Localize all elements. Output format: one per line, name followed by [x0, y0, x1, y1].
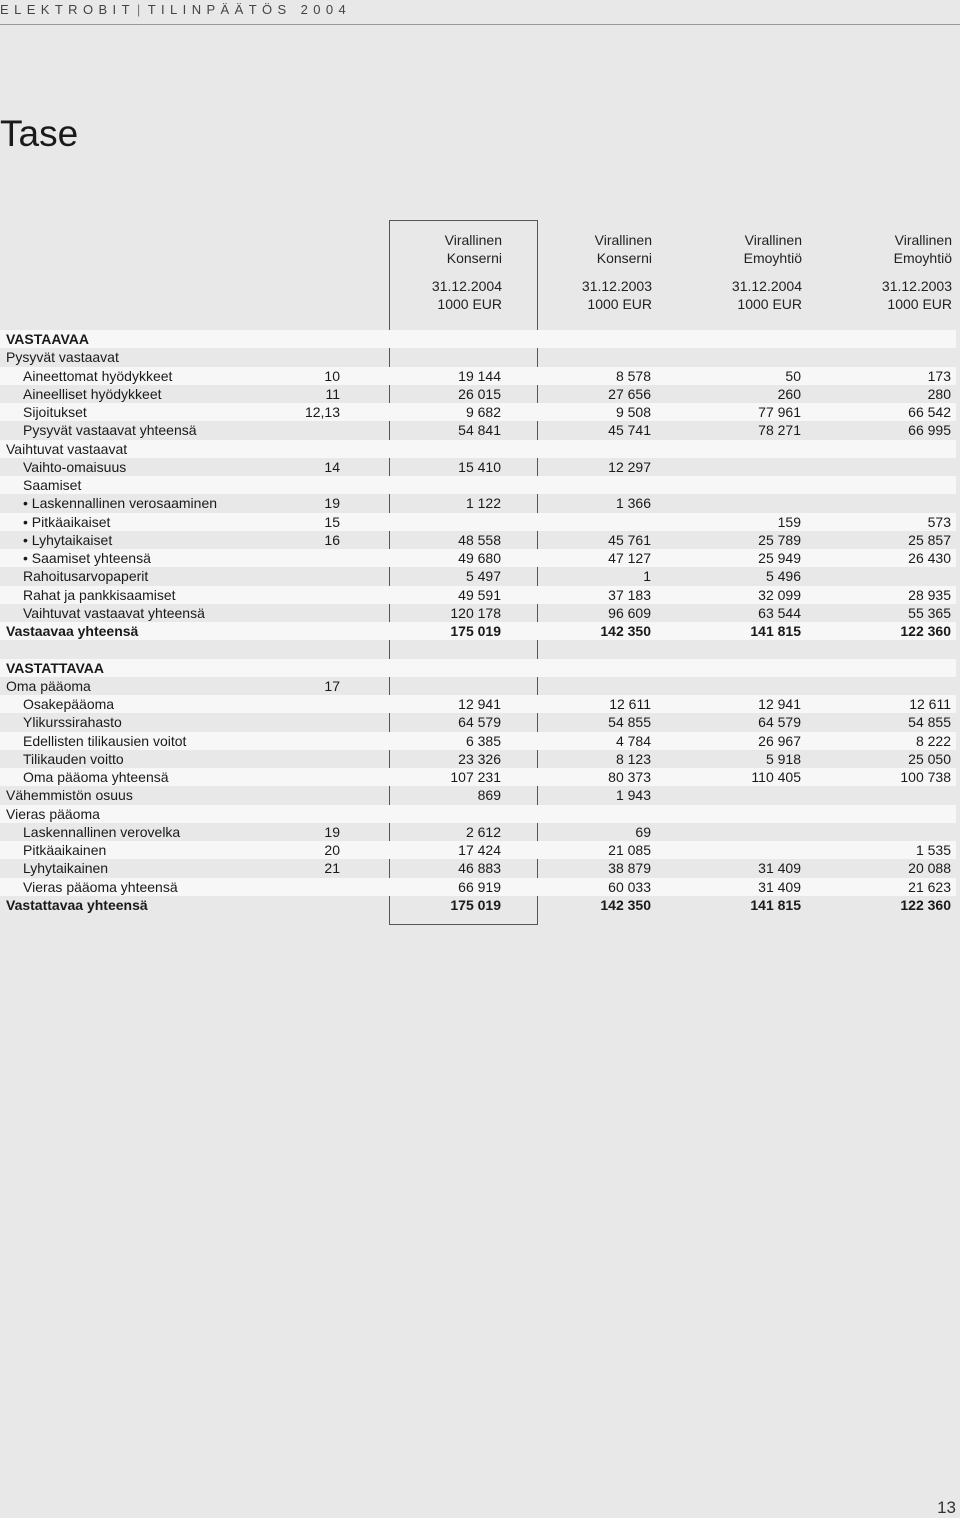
table-row [0, 841, 956, 859]
table-row [0, 750, 956, 768]
row-note: 17 [324, 677, 340, 694]
table-row [0, 421, 956, 439]
row-value-col1: 64 579 [458, 714, 501, 731]
row-label: Osakepääoma [23, 696, 115, 712]
table-row [0, 458, 956, 476]
row-note: 19 [324, 495, 340, 512]
col-date: 31.12.2004 [431, 278, 502, 294]
header-separator: | [136, 2, 146, 17]
running-header [0, 2, 351, 17]
table-row [0, 805, 956, 823]
row-note: 19 [324, 823, 340, 840]
row-label: Lyhytaikainen [23, 860, 109, 877]
row-value-col3: 110 405 [751, 769, 801, 785]
row-value-col2: 45 761 [608, 531, 651, 548]
table-row [0, 385, 956, 403]
row-value-col3: 50 [785, 367, 801, 384]
col-entity: Konserni [446, 250, 502, 266]
row-value-col2: 142 350 [600, 896, 651, 913]
table-row [0, 896, 956, 914]
table-row [0, 659, 956, 677]
row-label: VASTATTAVAA [6, 659, 104, 676]
row-label: • Lyhytaikaiset [23, 532, 112, 549]
row-value-col3: 260 [777, 385, 801, 402]
table-row [0, 549, 956, 567]
row-value-col4: 21 623 [908, 878, 951, 895]
row-value-col1: 26 015 [458, 385, 501, 402]
table-row [0, 348, 956, 366]
row-value-col4: 100 738 [900, 769, 951, 785]
col-date: 31.12.2003 [881, 278, 952, 294]
row-note: 10 [324, 367, 340, 384]
row-value-col2: 142 350 [600, 623, 651, 639]
row-note: 16 [324, 531, 340, 548]
row-value-col2: 8 123 [615, 750, 651, 767]
row-value-col4: 66 542 [908, 404, 951, 420]
row-value-col3: 159 [777, 513, 801, 530]
row-value-col2: 9 508 [615, 404, 651, 420]
row-label: Rahat ja pankkisaamiset [23, 586, 176, 603]
table-row [0, 531, 956, 549]
row-note: 14 [324, 458, 340, 475]
row-value-col3: 5 496 [765, 568, 801, 585]
row-value-col4: 66 995 [908, 422, 951, 439]
col-entity: Konserni [596, 250, 652, 266]
row-label: Aineelliset hyödykkeet [23, 385, 162, 402]
row-label: Pitkäaikainen [23, 842, 107, 858]
table-row [0, 878, 956, 896]
row-label: Saamiset [23, 477, 82, 493]
row-value-col3: 12 941 [758, 696, 801, 712]
row-value-col1: 46 883 [458, 860, 501, 877]
table-row [0, 440, 956, 458]
row-value-col3: 141 815 [750, 623, 801, 639]
table-row [0, 786, 956, 804]
row-label: Vaihto-omaisuus [23, 458, 127, 475]
row-label: Aineettomat hyödykkeet [23, 367, 173, 384]
row-value-col1: 15 410 [458, 458, 501, 475]
page-title: Tase [0, 113, 79, 154]
table-row [0, 622, 956, 640]
row-value-col1: 107 231 [450, 769, 501, 785]
row-note: 12,13 [304, 404, 340, 420]
row-label: Oma pääoma yhteensä [23, 769, 169, 785]
header-rule [0, 24, 960, 25]
row-value-col2: 80 373 [608, 769, 651, 785]
row-note: 21 [324, 860, 340, 877]
col-type: Virallinen [594, 232, 652, 248]
table-row [0, 367, 956, 385]
col-type: Virallinen [744, 232, 802, 248]
col-type: Virallinen [444, 232, 502, 248]
row-value-col1: 54 841 [458, 422, 501, 439]
row-value-col1: 17 424 [458, 842, 501, 858]
table-row [0, 403, 956, 421]
row-label: Sijoitukset [23, 404, 87, 420]
row-value-col2: 4 784 [615, 732, 651, 749]
row-value-col4: 573 [927, 513, 951, 530]
row-value-col3: 5 918 [765, 750, 801, 767]
page-number: 13 [937, 1498, 956, 1517]
table-row [0, 677, 956, 695]
col-unit: 1000 EUR [737, 296, 802, 312]
row-value-col2: 27 656 [608, 385, 651, 402]
table-row [0, 823, 956, 841]
row-label: Vaihtuvat vastaavat [6, 440, 128, 457]
row-label: Pysyvät vastaavat yhteensä [23, 422, 197, 439]
row-note: 15 [324, 513, 340, 530]
col-unit: 1000 EUR [887, 296, 952, 312]
row-value-col4: 25 857 [908, 531, 951, 548]
table-row [0, 695, 956, 713]
col-unit: 1000 EUR [587, 296, 652, 312]
row-label: Pysyvät vastaavat [6, 349, 119, 366]
row-value-col4: 20 088 [908, 860, 951, 877]
row-value-col1: 5 497 [465, 568, 501, 585]
col-unit: 1000 EUR [437, 296, 502, 312]
row-value-col4: 8 222 [915, 732, 951, 749]
row-value-col1: 49 591 [458, 586, 501, 603]
row-value-col3: 25 789 [758, 531, 801, 548]
row-note: 11 [325, 385, 340, 402]
row-value-col4: 25 050 [908, 750, 951, 767]
col-entity: Emoyhtiö [893, 250, 952, 266]
row-label: • Pitkäaikaiset [23, 514, 110, 531]
col-date: 31.12.2004 [731, 278, 802, 294]
col-type: Virallinen [894, 232, 952, 248]
row-value-col2: 54 855 [608, 714, 651, 731]
row-value-col4: 122 360 [900, 896, 951, 913]
row-label: • Saamiset yhteensä [23, 550, 151, 567]
row-value-col1: 175 019 [450, 896, 501, 913]
row-value-col2: 38 879 [608, 860, 651, 877]
row-label: Vastaavaa yhteensä [6, 623, 139, 639]
column-header-1 [432, 231, 502, 313]
row-value-col3: 32 099 [758, 586, 801, 603]
row-label: Vieras pääoma [6, 805, 100, 822]
row-label: Tilikauden voitto [23, 750, 124, 767]
row-value-col2: 96 609 [608, 604, 651, 621]
row-label: Oma pääoma [6, 677, 91, 694]
row-value-col1: 869 [477, 787, 501, 804]
table-row [0, 768, 956, 786]
header-report: TILINPÄÄTÖS 2004 [147, 2, 352, 17]
row-value-col4: 280 [927, 385, 951, 402]
row-value-col3: 141 815 [750, 896, 801, 913]
row-note: 20 [324, 842, 340, 858]
row-value-col1: 120 178 [450, 604, 501, 621]
row-value-col3: 26 967 [758, 732, 801, 749]
table-row [0, 713, 956, 731]
row-value-col1: 19 144 [458, 367, 501, 384]
row-label: Vieras pääoma yhteensä [23, 878, 178, 895]
table-row [0, 513, 956, 531]
row-value-col2: 8 578 [615, 367, 651, 384]
row-label: VASTAAVAA [6, 331, 89, 347]
row-value-col4: 122 360 [900, 623, 951, 639]
row-value-col2: 12 611 [609, 696, 651, 712]
header-company: ELEKTROBIT [0, 2, 135, 17]
row-value-col1: 49 680 [458, 550, 501, 566]
table-row [0, 476, 956, 494]
row-label: Laskennallinen verovelka [23, 823, 181, 840]
row-value-col2: 1 [643, 568, 651, 585]
row-value-col3: 25 949 [758, 550, 801, 566]
row-value-col2: 45 741 [608, 422, 651, 439]
row-value-col1: 1 122 [465, 495, 501, 512]
row-value-col3: 78 271 [758, 422, 801, 439]
column-header-2 [582, 231, 652, 313]
table-row [0, 567, 956, 585]
row-value-col1: 48 558 [458, 531, 501, 548]
row-value-col4: 26 430 [908, 550, 951, 566]
row-value-col4: 55 365 [908, 604, 951, 621]
row-value-col3: 64 579 [758, 714, 801, 731]
row-value-col1: 12 941 [458, 696, 501, 712]
table-row [0, 859, 956, 877]
row-label: Edellisten tilikausien voitot [23, 732, 187, 749]
row-label: Ylikurssirahasto [23, 714, 122, 731]
column-header-4 [882, 231, 952, 313]
row-value-col2: 1 943 [615, 787, 651, 804]
row-value-col2: 12 297 [608, 458, 651, 475]
balance-sheet-table [0, 330, 956, 914]
row-value-col3: 77 961 [758, 404, 801, 420]
table-row [0, 330, 956, 348]
row-value-col3: 63 544 [758, 604, 801, 621]
row-value-col1: 9 682 [465, 404, 501, 420]
row-value-col4: 12 611 [909, 696, 951, 712]
row-value-col1: 66 919 [458, 878, 501, 895]
row-value-col2: 69 [635, 823, 651, 840]
row-value-col2: 60 033 [608, 878, 651, 895]
row-label: Vähemmistön osuus [6, 787, 133, 804]
row-value-col3: 31 409 [758, 878, 801, 895]
row-value-col1: 23 326 [458, 750, 501, 767]
table-row [0, 640, 956, 658]
row-value-col2: 47 127 [608, 550, 651, 566]
row-value-col4: 28 935 [908, 586, 951, 603]
row-label: Vaihtuvat vastaavat yhteensä [23, 604, 205, 621]
row-value-col4: 173 [927, 367, 951, 384]
table-row [0, 494, 956, 512]
row-label: Rahoitusarvopaperit [23, 568, 149, 585]
row-value-col2: 37 183 [608, 586, 651, 603]
table-row [0, 604, 956, 622]
table-row [0, 586, 956, 604]
row-value-col2: 1 366 [615, 495, 651, 512]
row-label: • Laskennallinen verosaaminen [23, 495, 217, 512]
row-value-col1: 175 019 [450, 623, 501, 639]
col-date: 31.12.2003 [581, 278, 652, 294]
row-value-col1: 6 385 [465, 732, 501, 749]
column-header-3 [732, 231, 802, 313]
row-value-col1: 2 612 [465, 823, 501, 840]
table-row [0, 732, 956, 750]
row-value-col2: 21 085 [608, 842, 651, 858]
row-value-col4: 54 855 [908, 714, 951, 731]
row-label: Vastattavaa yhteensä [6, 896, 148, 913]
row-value-col3: 31 409 [758, 860, 801, 877]
col-entity: Emoyhtiö [743, 250, 802, 266]
row-value-col4: 1 535 [915, 842, 951, 858]
